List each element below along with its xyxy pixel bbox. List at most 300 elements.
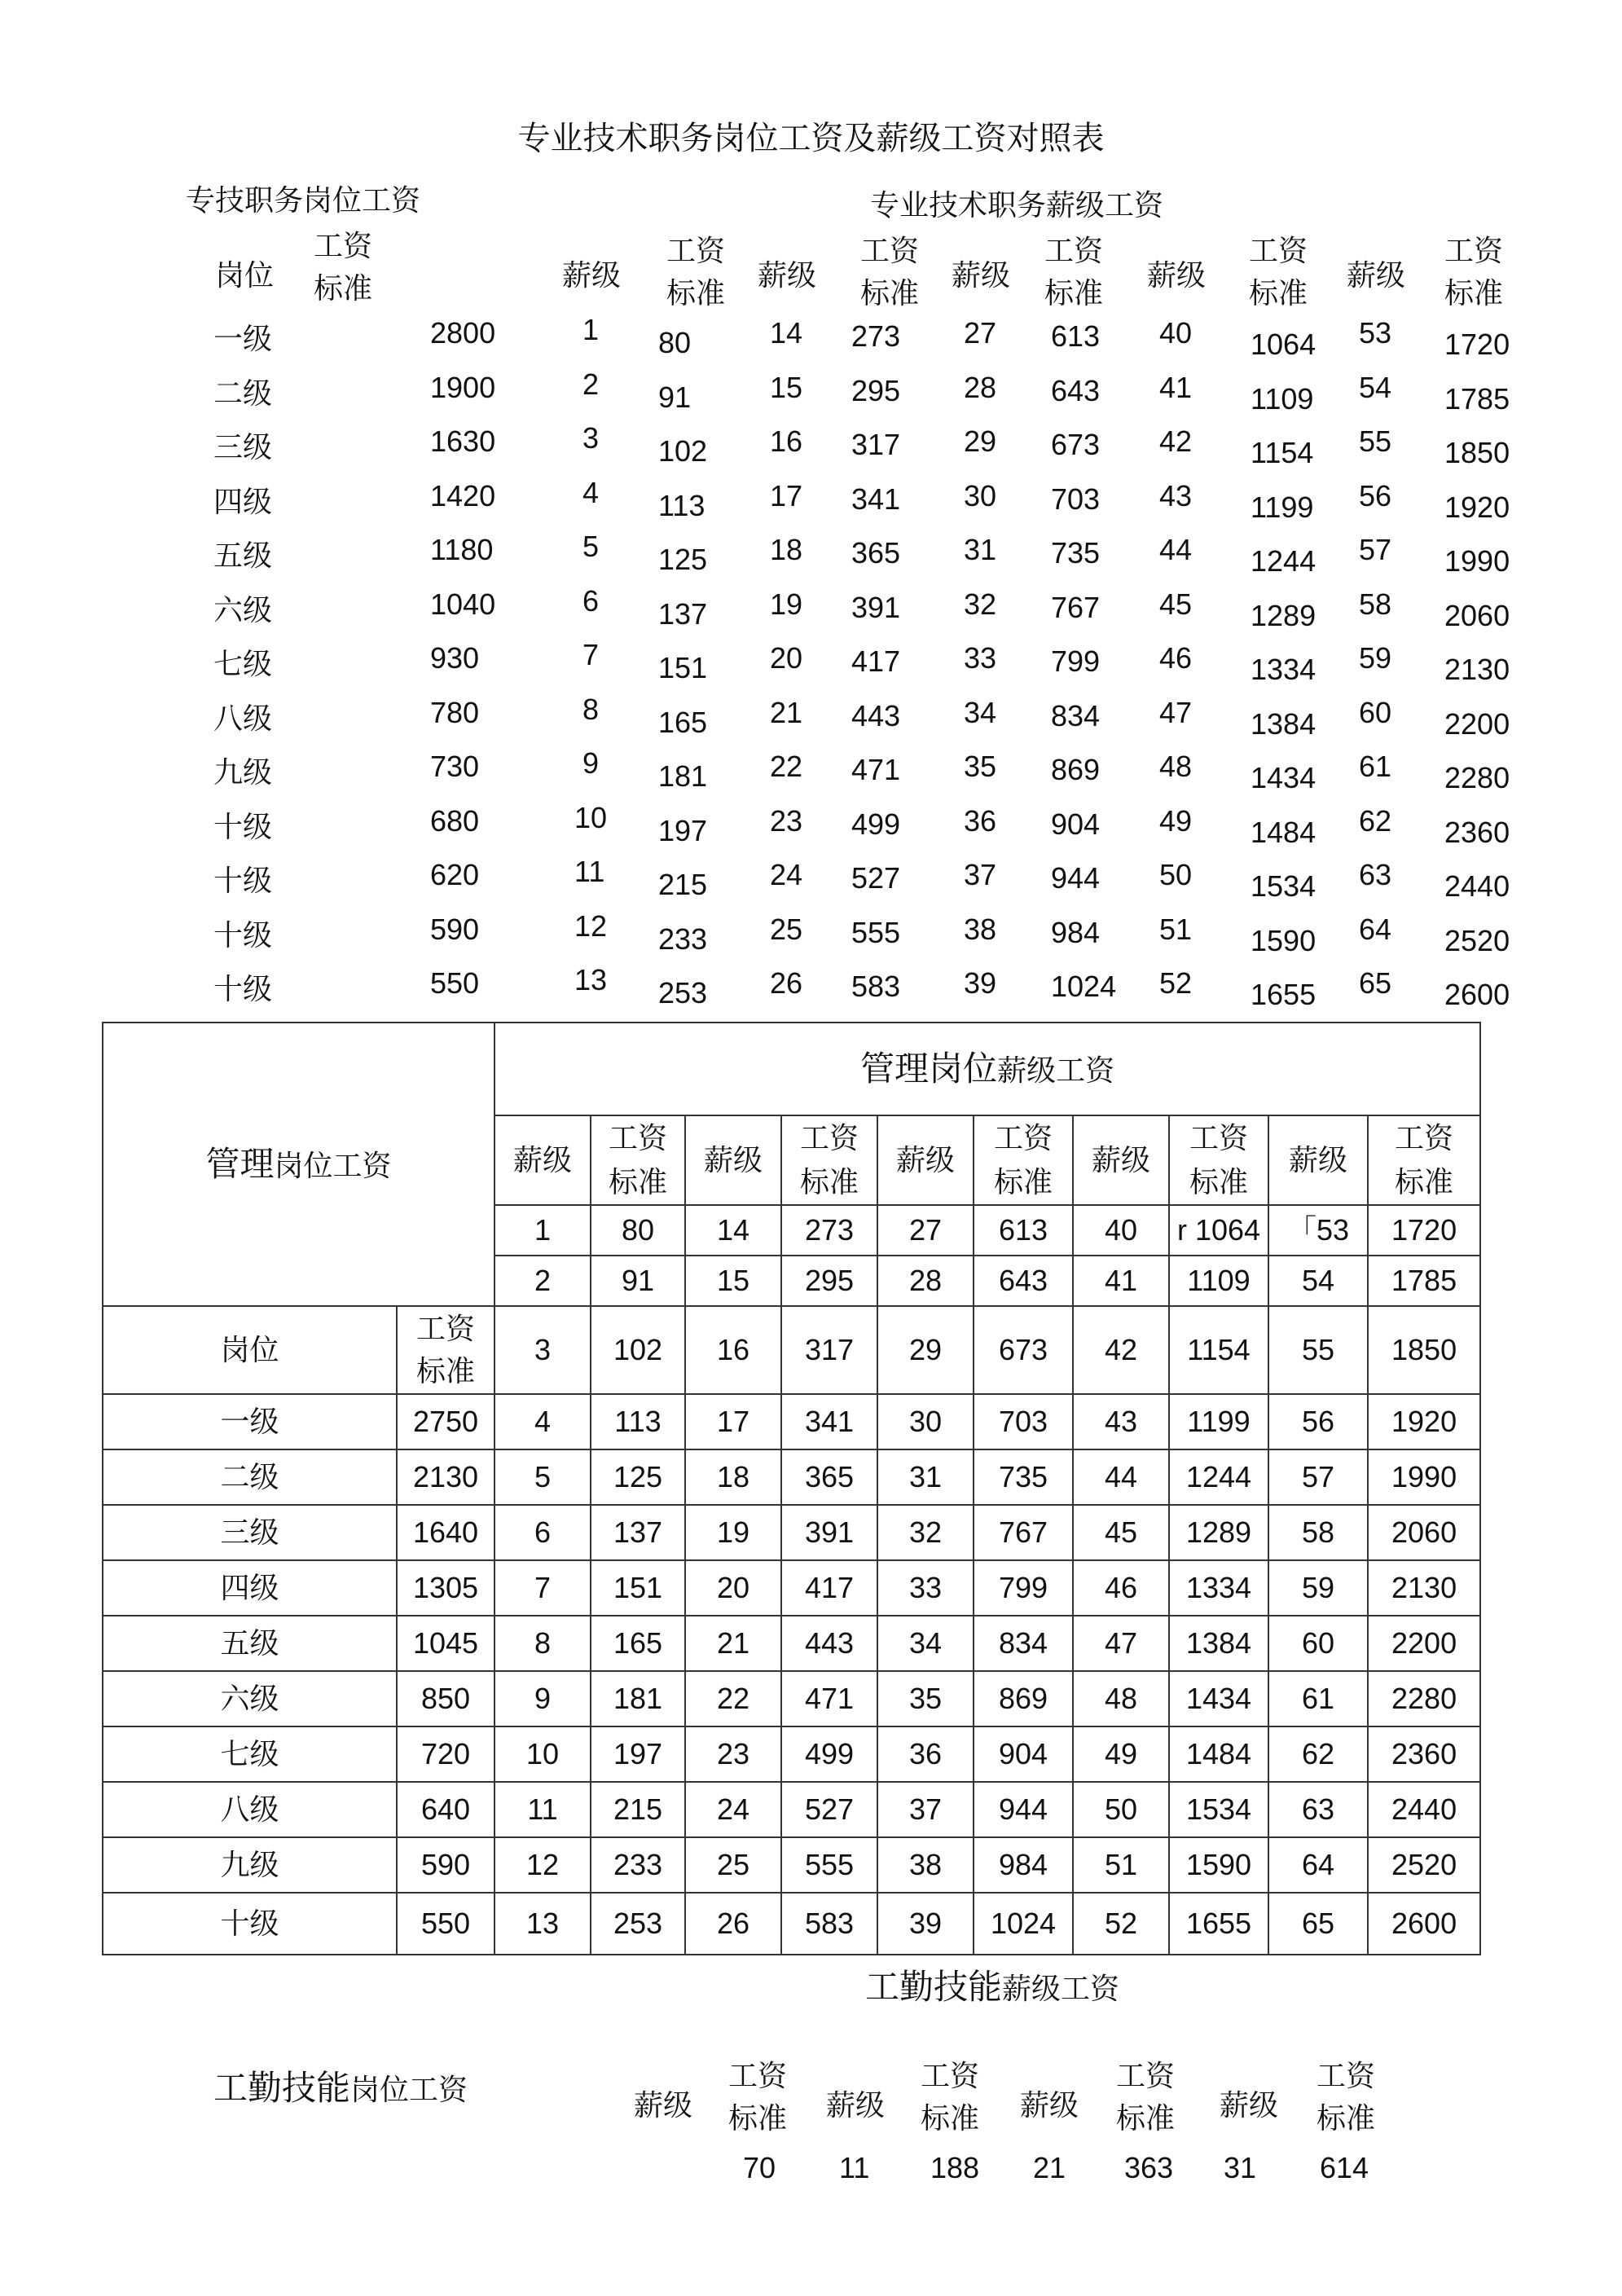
tech-grade-level: 19 bbox=[770, 587, 803, 621]
worker-value: 363 bbox=[1124, 2151, 1174, 2184]
tech-grade-level: 37 bbox=[964, 858, 997, 891]
mgmt-cell: 613 bbox=[974, 1205, 1073, 1256]
mgmt-cell: 1289 bbox=[1169, 1505, 1268, 1560]
tech-grade-std: 1534 bbox=[1251, 869, 1317, 903]
tech-grade-level: 49 bbox=[1159, 803, 1193, 838]
tech-col-post: 岗位 bbox=[215, 258, 275, 292]
mgmt-cell: 62 bbox=[1268, 1726, 1368, 1782]
tech-grade-level: 34 bbox=[964, 695, 997, 729]
tech-col-std: 工资 标准 bbox=[1249, 234, 1308, 310]
mgmt-cell: 16 bbox=[685, 1306, 781, 1394]
tech-grade-level: 28 bbox=[964, 370, 997, 404]
mgmt-col-grade: 薪级 bbox=[1268, 1115, 1368, 1205]
tech-grade-std: 1785 bbox=[1444, 381, 1510, 416]
tech-grade-level: 3 bbox=[582, 421, 600, 455]
mgmt-cell: 18 bbox=[685, 1449, 781, 1505]
mgmt-cell: 799 bbox=[974, 1560, 1073, 1616]
mgmt-cell: 38 bbox=[877, 1837, 974, 1893]
mgmt-cell: 869 bbox=[974, 1671, 1073, 1726]
mgmt-cell: 499 bbox=[781, 1726, 877, 1782]
tech-post-name: 十级 bbox=[213, 972, 273, 1005]
mgmt-cell: 2360 bbox=[1368, 1726, 1480, 1782]
mgmt-cell: 6 bbox=[495, 1505, 591, 1560]
tech-grade-std: 1199 bbox=[1251, 490, 1314, 524]
tech-grade-level: 42 bbox=[1159, 424, 1193, 458]
tech-grade-level: 58 bbox=[1359, 587, 1392, 621]
mgmt-cell: 21 bbox=[685, 1616, 781, 1671]
tech-grade-std: 2360 bbox=[1444, 815, 1510, 849]
tech-grade-std: 1720 bbox=[1444, 328, 1510, 361]
tech-post-std: 1180 bbox=[430, 533, 494, 566]
tech-grade-level: 33 bbox=[964, 641, 997, 675]
tech-grade-std: 1850 bbox=[1444, 436, 1510, 469]
mgmt-cell: 32 bbox=[877, 1505, 974, 1560]
tech-grade-std: 1484 bbox=[1251, 815, 1317, 849]
mgmt-cell: 24 bbox=[685, 1782, 781, 1837]
mgmt-cell: 1434 bbox=[1169, 1671, 1268, 1726]
mgmt-cell: 137 bbox=[591, 1505, 685, 1560]
tech-grade-std: 904 bbox=[1051, 807, 1101, 841]
mgmt-cell: 12 bbox=[495, 1837, 591, 1893]
tech-grade-std: 2520 bbox=[1444, 923, 1510, 957]
tech-post-std: 730 bbox=[430, 750, 480, 783]
worker-col-grade: 薪级 bbox=[826, 2088, 886, 2122]
tech-grade-level: 43 bbox=[1159, 478, 1193, 512]
mgmt-cell: 8 bbox=[495, 1616, 591, 1671]
tech-grade-level: 52 bbox=[1159, 966, 1193, 1000]
tech-post-name: 八级 bbox=[213, 701, 273, 735]
mgmt-cell: 197 bbox=[591, 1726, 685, 1782]
tech-post-std: 620 bbox=[430, 858, 480, 891]
mgmt-col-std: 工资 标准 bbox=[974, 1115, 1073, 1205]
tech-grade-level: 2 bbox=[582, 367, 600, 401]
tech-grade-std: 165 bbox=[658, 705, 708, 739]
tech-grade-level: 53 bbox=[1359, 316, 1392, 350]
mgmt-cell: 49 bbox=[1073, 1726, 1169, 1782]
worker-value: 70 bbox=[743, 2151, 776, 2184]
tech-grade-std: 1384 bbox=[1251, 706, 1317, 741]
tech-grade-std: 799 bbox=[1051, 644, 1101, 678]
mgmt-post-std: 850 bbox=[397, 1671, 495, 1726]
mgmt-cell: 91 bbox=[591, 1256, 685, 1306]
mgmt-cell: 39 bbox=[877, 1893, 974, 1955]
tech-grade-std: 1064 bbox=[1251, 328, 1317, 361]
tech-grade-std: 1244 bbox=[1251, 544, 1317, 578]
tech-grade-level: 21 bbox=[770, 695, 803, 729]
mgmt-cell: 64 bbox=[1268, 1837, 1368, 1893]
tech-grade-level: 40 bbox=[1159, 316, 1193, 350]
tech-grade-level: 56 bbox=[1359, 478, 1392, 512]
management-salary-table bbox=[102, 1022, 1481, 1955]
tech-post-std: 780 bbox=[430, 695, 480, 729]
tech-post-name: 六级 bbox=[213, 592, 273, 627]
mgmt-cell: 1384 bbox=[1169, 1616, 1268, 1671]
tech-grade-heading: 专业技术职务薪级工资 bbox=[870, 188, 1164, 222]
mgmt-cell: 10 bbox=[495, 1726, 591, 1782]
worker-col-std: 工资 标准 bbox=[1116, 2059, 1176, 2135]
tech-grade-std: 735 bbox=[1051, 536, 1101, 570]
mgmt-cell: 27 bbox=[877, 1205, 974, 1256]
mgmt-cell: 1990 bbox=[1368, 1449, 1480, 1505]
tech-col-std: 工资 标准 bbox=[1444, 234, 1504, 310]
mgmt-cell: 36 bbox=[877, 1726, 974, 1782]
mgmt-cell: 47 bbox=[1073, 1616, 1169, 1671]
tech-grade-level: 55 bbox=[1359, 424, 1392, 458]
tech-grade-std: 834 bbox=[1051, 698, 1101, 732]
tech-grade-level: 65 bbox=[1359, 966, 1392, 1000]
tech-grade-level: 29 bbox=[964, 424, 997, 458]
mgmt-cell: 9 bbox=[495, 1671, 591, 1726]
mgmt-cell: 13 bbox=[495, 1893, 591, 1955]
tech-grade-level: 35 bbox=[964, 750, 997, 783]
tech-grade-std: 2200 bbox=[1444, 706, 1510, 741]
mgmt-post-std: 720 bbox=[397, 1726, 495, 1782]
mgmt-cell: 17 bbox=[685, 1394, 781, 1449]
tech-col-std: 工资 标准 bbox=[666, 234, 726, 310]
worker-col-std: 工资 标准 bbox=[1317, 2059, 1376, 2135]
tech-grade-level: 5 bbox=[582, 530, 600, 563]
mgmt-cell: 80 bbox=[591, 1205, 685, 1256]
mgmt-cell: 48 bbox=[1073, 1671, 1169, 1726]
tech-grade-std: 1289 bbox=[1251, 598, 1317, 632]
tech-post-std: 1420 bbox=[430, 478, 496, 512]
tech-grade-std: 215 bbox=[658, 868, 708, 901]
tech-post-name: 九级 bbox=[213, 755, 273, 789]
tech-grade-level: 51 bbox=[1159, 912, 1193, 946]
tech-grade-std: 767 bbox=[1051, 590, 1101, 624]
tech-grade-level: 54 bbox=[1359, 370, 1392, 404]
mgmt-cell: 3 bbox=[495, 1306, 591, 1394]
mgmt-cell: 2280 bbox=[1368, 1671, 1480, 1726]
tech-grade-level: 12 bbox=[574, 908, 608, 943]
mgmt-post-name: 九级 bbox=[103, 1837, 397, 1893]
tech-col-grade: 薪级 bbox=[1147, 258, 1207, 292]
tech-grade-std: 2280 bbox=[1444, 761, 1510, 794]
mgmt-cell: 4 bbox=[495, 1394, 591, 1449]
tech-grade-std: 317 bbox=[851, 428, 901, 461]
worker-col-std: 工资 标准 bbox=[728, 2059, 788, 2135]
mgmt-cell: 31 bbox=[877, 1449, 974, 1505]
mgmt-post-name: 四级 bbox=[103, 1560, 397, 1616]
worker-col-grade: 薪级 bbox=[1220, 2088, 1279, 2122]
mgmt-col-grade: 薪级 bbox=[495, 1115, 591, 1205]
mgmt-grade-heading-small: 薪级工资 bbox=[997, 1053, 1115, 1087]
tech-grade-level: 20 bbox=[770, 641, 803, 675]
mgmt-cell: 29 bbox=[877, 1306, 974, 1394]
tech-grade-std: 1655 bbox=[1251, 978, 1317, 1011]
tech-grade-std: 673 bbox=[1051, 428, 1101, 461]
mgmt-cell: 944 bbox=[974, 1782, 1073, 1837]
mgmt-cell: 1850 bbox=[1368, 1306, 1480, 1394]
tech-grade-level: 61 bbox=[1359, 750, 1392, 783]
mgmt-post-heading-big: 管理 bbox=[205, 1144, 275, 1183]
mgmt-cell: 2060 bbox=[1368, 1505, 1480, 1560]
mgmt-post-name: 一级 bbox=[103, 1394, 397, 1449]
worker-post-heading: 工勤技能岗位工资 bbox=[213, 2069, 468, 2107]
tech-grade-level: 31 bbox=[964, 533, 997, 566]
mgmt-cell: 767 bbox=[974, 1505, 1073, 1560]
tech-grade-std: 151 bbox=[658, 651, 708, 684]
mgmt-cell: 28 bbox=[877, 1256, 974, 1306]
mgmt-cell: 181 bbox=[591, 1671, 685, 1726]
tech-grade-level: 8 bbox=[582, 692, 600, 726]
tech-grade-level: 45 bbox=[1159, 587, 1193, 621]
mgmt-post-std: 1045 bbox=[397, 1616, 495, 1671]
mgmt-cell: 1334 bbox=[1169, 1560, 1268, 1616]
mgmt-col-grade: 薪级 bbox=[1073, 1115, 1169, 1205]
tech-grade-level: 63 bbox=[1359, 858, 1392, 891]
worker-col-grade: 薪级 bbox=[1020, 2088, 1079, 2122]
mgmt-cell: 1534 bbox=[1169, 1782, 1268, 1837]
tech-col-std: 工资 标准 bbox=[314, 229, 373, 305]
mgmt-cell: 14 bbox=[685, 1205, 781, 1256]
mgmt-cell: 55 bbox=[1268, 1306, 1368, 1394]
tech-grade-std: 499 bbox=[851, 807, 901, 841]
mgmt-cell: 15 bbox=[685, 1256, 781, 1306]
mgmt-cell: 1109 bbox=[1169, 1256, 1268, 1306]
mgmt-cell: 735 bbox=[974, 1449, 1073, 1505]
tech-post-std: 680 bbox=[430, 803, 480, 838]
tech-post-name: 五级 bbox=[213, 539, 273, 572]
mgmt-col-grade: 薪级 bbox=[685, 1115, 781, 1205]
mgmt-cell: 35 bbox=[877, 1671, 974, 1726]
mgmt-cell: 7 bbox=[495, 1560, 591, 1616]
mgmt-cell: 471 bbox=[781, 1671, 877, 1726]
tech-post-name: 四级 bbox=[213, 484, 273, 518]
mgmt-post-std: 2130 bbox=[397, 1449, 495, 1505]
tech-col-std: 工资 标准 bbox=[860, 234, 920, 310]
mgmt-cell: 253 bbox=[591, 1893, 685, 1955]
mgmt-cell: 42 bbox=[1073, 1306, 1169, 1394]
mgmt-cell: 102 bbox=[591, 1306, 685, 1394]
mgmt-cell: 365 bbox=[781, 1449, 877, 1505]
tech-grade-level: 13 bbox=[574, 963, 608, 996]
mgmt-cell: 151 bbox=[591, 1560, 685, 1616]
page-title: 专业技术职务岗位工资及薪级工资对照表 bbox=[517, 121, 1105, 156]
tech-grade-level: 39 bbox=[964, 966, 997, 1000]
mgmt-cell: 583 bbox=[781, 1893, 877, 1955]
mgmt-post-name: 八级 bbox=[103, 1782, 397, 1837]
mgmt-post-name: 七级 bbox=[103, 1726, 397, 1782]
tech-grade-level: 17 bbox=[770, 478, 803, 512]
mgmt-cell: 2440 bbox=[1368, 1782, 1480, 1837]
tech-post-std: 1040 bbox=[430, 587, 496, 621]
tech-grade-std: 1154 bbox=[1251, 436, 1314, 469]
mgmt-cell: 22 bbox=[685, 1671, 781, 1726]
mgmt-col-std: 工资 标准 bbox=[1368, 1115, 1480, 1205]
mgmt-cell: 59 bbox=[1268, 1560, 1368, 1616]
mgmt-cell: 904 bbox=[974, 1726, 1073, 1782]
tech-grade-std: 125 bbox=[658, 543, 708, 576]
tech-post-name: 七级 bbox=[213, 647, 273, 680]
tech-grade-std: 1024 bbox=[1051, 970, 1117, 1003]
tech-grade-level: 11 bbox=[574, 855, 605, 888]
tech-grade-std: 613 bbox=[1051, 319, 1101, 353]
tech-grade-std: 137 bbox=[658, 596, 708, 631]
tech-post-std: 1900 bbox=[430, 370, 496, 404]
tech-grade-std: 443 bbox=[851, 698, 901, 732]
mgmt-cell: 41 bbox=[1073, 1256, 1169, 1306]
mgmt-cell: 58 bbox=[1268, 1505, 1368, 1560]
tech-grade-std: 80 bbox=[658, 326, 692, 359]
tech-grade-level: 60 bbox=[1359, 695, 1392, 729]
mgmt-cell: 61 bbox=[1268, 1671, 1368, 1726]
mgmt-cell: 2200 bbox=[1368, 1616, 1480, 1671]
mgmt-cell: 1920 bbox=[1368, 1394, 1480, 1449]
worker-value: 614 bbox=[1320, 2151, 1369, 2184]
mgmt-cell: 60 bbox=[1268, 1616, 1368, 1671]
tech-post-std: 2800 bbox=[430, 316, 496, 350]
tech-grade-level: 9 bbox=[582, 746, 600, 780]
tech-grade-level: 36 bbox=[964, 803, 997, 838]
tech-grade-level: 24 bbox=[770, 858, 803, 891]
mgmt-cell: 25 bbox=[685, 1837, 781, 1893]
worker-value: 188 bbox=[930, 2151, 980, 2184]
tech-grade-level: 46 bbox=[1159, 641, 1193, 675]
mgmt-cell: 317 bbox=[781, 1306, 877, 1394]
tech-grade-level: 1 bbox=[582, 313, 600, 346]
tech-grade-std: 1434 bbox=[1251, 761, 1317, 794]
tech-grade-std: 471 bbox=[851, 753, 901, 786]
tech-post-name: 一级 bbox=[213, 322, 273, 355]
tech-grade-std: 273 bbox=[851, 319, 901, 353]
mgmt-cell: 2130 bbox=[1368, 1560, 1480, 1616]
mgmt-col-post: 岗位 bbox=[103, 1306, 397, 1394]
mgmt-cell: 673 bbox=[974, 1306, 1073, 1394]
mgmt-cell: 1655 bbox=[1169, 1893, 1268, 1955]
mgmt-cell: 1484 bbox=[1169, 1726, 1268, 1782]
tech-col-grade: 薪级 bbox=[562, 258, 622, 292]
mgmt-post-heading-small: 岗位工资 bbox=[274, 1148, 392, 1182]
tech-grade-std: 2060 bbox=[1444, 598, 1510, 632]
tech-grade-level: 44 bbox=[1159, 533, 1193, 566]
mgmt-cell: 5 bbox=[495, 1449, 591, 1505]
mgmt-cell: 11 bbox=[495, 1782, 591, 1837]
mgmt-cell: 643 bbox=[974, 1256, 1073, 1306]
tech-grade-std: 2440 bbox=[1444, 869, 1510, 903]
mgmt-cell: 341 bbox=[781, 1394, 877, 1449]
tech-col-grade: 薪级 bbox=[758, 258, 817, 292]
tech-post-std: 930 bbox=[430, 641, 480, 675]
tech-grade-std: 527 bbox=[851, 861, 901, 895]
mgmt-post-std: 550 bbox=[397, 1893, 495, 1955]
mgmt-cell: 1590 bbox=[1169, 1837, 1268, 1893]
mgmt-cell: 1154 bbox=[1169, 1306, 1268, 1394]
tech-grade-level: 64 bbox=[1359, 912, 1392, 946]
tech-grade-std: 102 bbox=[658, 434, 708, 468]
mgmt-cell: 1199 bbox=[1169, 1394, 1268, 1449]
mgmt-cell: 527 bbox=[781, 1782, 877, 1837]
mgmt-post-std: 1640 bbox=[397, 1505, 495, 1560]
mgmt-cell: 「53 bbox=[1268, 1205, 1368, 1256]
mgmt-cell: 1024 bbox=[974, 1893, 1073, 1955]
mgmt-cell: 44 bbox=[1073, 1449, 1169, 1505]
mgmt-cell: 33 bbox=[877, 1560, 974, 1616]
tech-grade-level: 27 bbox=[964, 316, 997, 350]
tech-grade-std: 984 bbox=[1051, 915, 1101, 949]
tech-grade-level: 32 bbox=[964, 587, 997, 621]
tech-grade-level: 15 bbox=[770, 370, 803, 404]
mgmt-cell: 51 bbox=[1073, 1837, 1169, 1893]
tech-grade-std: 253 bbox=[658, 976, 708, 1009]
mgmt-cell: 125 bbox=[591, 1449, 685, 1505]
tech-post-std: 1630 bbox=[430, 424, 496, 458]
mgmt-col-post-std: 工资 标准 bbox=[397, 1306, 495, 1394]
mgmt-cell: 233 bbox=[591, 1837, 685, 1893]
mgmt-post-std: 1305 bbox=[397, 1560, 495, 1616]
worker-col-grade: 薪级 bbox=[634, 2088, 693, 2122]
mgmt-cell: 1785 bbox=[1368, 1256, 1480, 1306]
tech-grade-std: 944 bbox=[1051, 861, 1101, 895]
mgmt-cell: 1244 bbox=[1169, 1449, 1268, 1505]
tech-post-std: 550 bbox=[430, 966, 480, 1000]
tech-grade-std: 341 bbox=[851, 482, 901, 516]
mgmt-cell: 34 bbox=[877, 1616, 974, 1671]
tech-post-name: 十级 bbox=[213, 864, 273, 897]
mgmt-cell: 215 bbox=[591, 1782, 685, 1837]
tech-grade-level: 48 bbox=[1159, 750, 1193, 783]
mgmt-col-std: 工资 标准 bbox=[591, 1115, 685, 1205]
mgmt-cell: 2600 bbox=[1368, 1893, 1480, 1955]
mgmt-post-heading bbox=[103, 1023, 495, 1306]
mgmt-cell: 165 bbox=[591, 1616, 685, 1671]
worker-grade-heading: 工勤技能薪级工资 bbox=[865, 1968, 1120, 2006]
mgmt-post-name: 十级 bbox=[103, 1893, 397, 1955]
mgmt-col-std: 工资 标准 bbox=[781, 1115, 877, 1205]
tech-grade-std: 2130 bbox=[1444, 653, 1510, 686]
mgmt-cell: r 1064 bbox=[1169, 1205, 1268, 1256]
tech-grade-level: 23 bbox=[770, 803, 803, 838]
mgmt-grade-heading bbox=[495, 1023, 1480, 1115]
mgmt-cell: 46 bbox=[1073, 1560, 1169, 1616]
tech-grade-std: 583 bbox=[851, 970, 901, 1003]
tech-post-std: 590 bbox=[430, 912, 480, 946]
mgmt-cell: 40 bbox=[1073, 1205, 1169, 1256]
tech-post-name: 十级 bbox=[213, 809, 273, 843]
tech-grade-level: 26 bbox=[770, 966, 803, 1000]
mgmt-cell: 273 bbox=[781, 1205, 877, 1256]
mgmt-cell: 984 bbox=[974, 1837, 1073, 1893]
tech-grade-level: 57 bbox=[1359, 533, 1392, 566]
tech-grade-level: 41 bbox=[1159, 370, 1193, 404]
tech-grade-std: 1334 bbox=[1251, 653, 1317, 686]
mgmt-post-std: 640 bbox=[397, 1782, 495, 1837]
tech-grade-std: 2600 bbox=[1444, 978, 1510, 1011]
mgmt-grade-heading-big: 管理岗位 bbox=[860, 1049, 998, 1088]
tech-grade-std: 1990 bbox=[1444, 544, 1510, 578]
mgmt-post-name: 三级 bbox=[103, 1505, 397, 1560]
mgmt-post-name: 二级 bbox=[103, 1449, 397, 1505]
mgmt-cell: 113 bbox=[591, 1394, 685, 1449]
tech-post-heading: 专技职务岗位工资 bbox=[186, 183, 421, 217]
tech-grade-std: 181 bbox=[658, 759, 708, 793]
mgmt-cell: 23 bbox=[685, 1726, 781, 1782]
mgmt-cell: 56 bbox=[1268, 1394, 1368, 1449]
mgmt-cell: 703 bbox=[974, 1394, 1073, 1449]
mgmt-cell: 57 bbox=[1268, 1449, 1368, 1505]
tech-grade-std: 1590 bbox=[1251, 923, 1317, 957]
tech-grade-level: 16 bbox=[770, 424, 803, 458]
tech-grade-level: 10 bbox=[574, 800, 608, 834]
mgmt-cell: 50 bbox=[1073, 1782, 1169, 1837]
tech-col-grade: 薪级 bbox=[1347, 258, 1406, 292]
tech-grade-level: 59 bbox=[1359, 641, 1392, 675]
tech-col-std: 工资 标准 bbox=[1044, 234, 1104, 310]
mgmt-cell: 2520 bbox=[1368, 1837, 1480, 1893]
worker-value: 21 bbox=[1033, 2151, 1066, 2184]
mgmt-col-grade: 薪级 bbox=[877, 1115, 974, 1205]
tech-grade-std: 233 bbox=[658, 921, 708, 956]
